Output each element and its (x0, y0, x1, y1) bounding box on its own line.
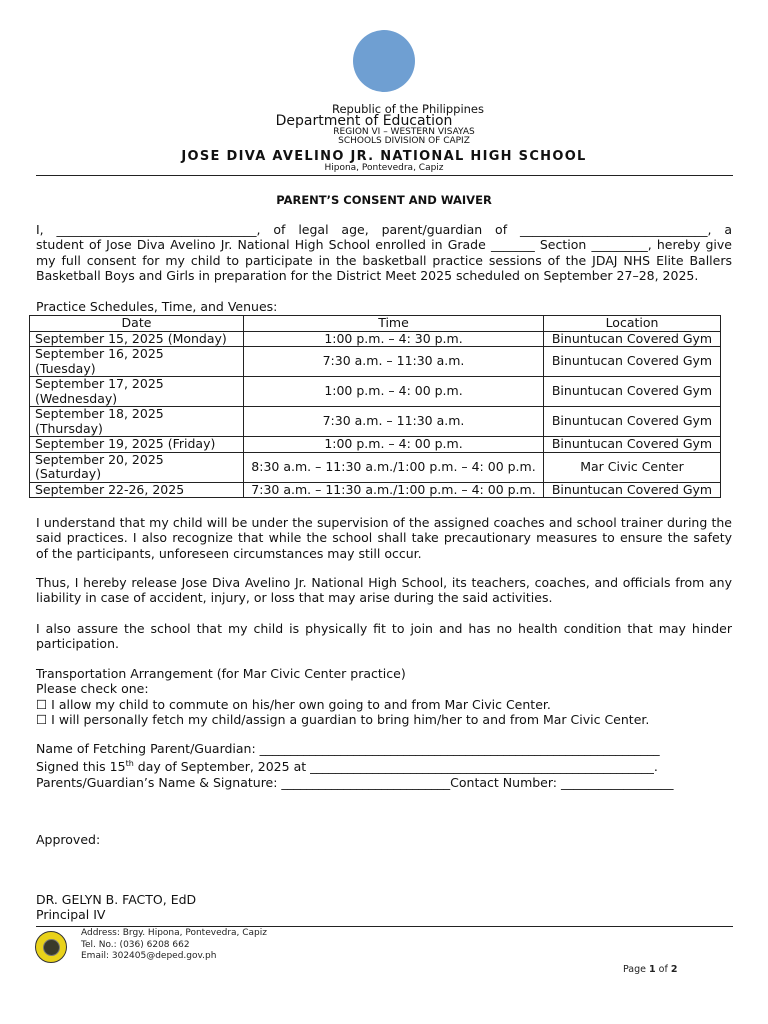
footer-contact (81, 928, 267, 963)
header-region: REGION VI – WESTERN VISAYAS (333, 127, 475, 137)
time-cell: 1:00 p.m. – 4: 00 p.m. (244, 377, 544, 407)
table-row (30, 347, 721, 377)
table-row (30, 407, 721, 437)
time-cell: 7:30 a.m. – 11:30 a.m. (244, 407, 544, 437)
signature-section (36, 741, 732, 790)
parent-signature-field[interactable]: Parents/Guardian’s Name & Signature: ___________________________Contact Number: __________________ (36, 774, 674, 790)
table-row (30, 452, 721, 482)
paragraph-line: liability in case of accident, injury, or loss that may arise during the said activities. (36, 590, 553, 606)
intro-paragraph (36, 222, 732, 283)
intro-line: student of Jose Diva Avelino Jr. National High School enrolled in Grade _______ Section _________, hereby give (36, 237, 732, 253)
location-cell: Binuntucan Covered Gym (544, 407, 721, 437)
weekday-text: (Wednesday) (35, 390, 118, 406)
date-cell (30, 437, 244, 453)
date-text: September 16, 2025 (35, 346, 164, 361)
header-division: SCHOOLS DIVISION OF CAPIZ (338, 136, 470, 146)
page-word: Page (623, 964, 650, 975)
page-number (623, 964, 677, 975)
footer-telephone: Tel. No.: (036) 6208 662 (81, 939, 190, 950)
weekday-text: (Tuesday) (35, 360, 96, 376)
column-header-time: Time (244, 316, 544, 332)
location-cell: Binuntucan Covered Gym (544, 331, 721, 347)
date-cell (30, 407, 244, 437)
intro-line: Basketball Boys and Girls in preparation for the District Meet 2025 scheduled on September 27–28, 2025. (36, 267, 699, 283)
paragraph-line: Thus, I hereby release Jose Diva Avelino Jr. National High School, its teachers, coaches, and officials from any (36, 575, 732, 590)
transportation-section (36, 666, 732, 727)
paragraph-line: of the participants, unforeseen circumstances may still occur. (36, 545, 422, 561)
principal-name: DR. GELYN B. FACTO, EdD (36, 892, 197, 907)
fetch-checkbox-option[interactable]: ☐ I will personally fetch my child/assign a guardian to bring him/her to and from Mar Civic Center. (36, 711, 650, 727)
principal-block (36, 892, 196, 923)
fetching-guardian-field[interactable]: Name of Fetching Parent/Guardian: ________________________________________________________________ (36, 741, 660, 756)
time-cell: 7:30 a.m. – 11:30 a.m. (244, 347, 544, 377)
header-address: Hipona, Pontevedra, Capiz (324, 163, 444, 173)
weekday-text: (Saturday) (35, 466, 102, 481)
table-row (30, 482, 721, 498)
page-of: of (655, 964, 671, 975)
ordinal-suffix: th (125, 759, 134, 769)
location-cell: Binuntucan Covered Gym (544, 377, 721, 407)
transport-heading: Transportation Arrangement (for Mar Civic Center practice) (36, 666, 406, 681)
date-text: September 17, 2025 (35, 376, 164, 391)
date-text: September 15, 2025 (Monday) (35, 330, 227, 346)
signed-place-text: day of September, 2025 at _______________________________________________________. (133, 759, 658, 775)
header-department: Department of Education (275, 113, 453, 129)
total-pages: 2 (670, 964, 678, 975)
date-text: September 19, 2025 (Friday) (35, 436, 216, 451)
location-cell: Binuntucan Covered Gym (544, 437, 721, 453)
schedule-heading (36, 299, 732, 314)
principal-title: Principal IV (36, 907, 106, 923)
header-divider (36, 175, 733, 176)
schedule-table (29, 315, 721, 498)
document-title: PARENT’S CONSENT AND WAIVER (276, 193, 492, 207)
paragraph-line: I understand that my child will be under the supervision of the assigned coaches and school trainer during the (36, 515, 732, 530)
schedule-heading-text: Practice Schedules, Time, and Venues: (36, 299, 278, 314)
release-paragraph (36, 575, 732, 606)
location-cell: Binuntucan Covered Gym (544, 347, 721, 377)
supervision-paragraph (36, 515, 732, 561)
time-cell: 8:30 a.m. – 11:30 a.m./1:00 p.m. – 4: 00 p.m. (244, 452, 544, 482)
signed-text: Signed this 15 (36, 759, 126, 775)
header-republic: Republic of the Philippines (331, 102, 485, 116)
signed-date-field[interactable] (36, 756, 732, 774)
location-cell: Binuntucan Covered Gym (544, 482, 721, 498)
commute-checkbox-option[interactable]: ☐ I allow my child to commute on his/her own going to and from Mar Civic Center. (36, 696, 551, 712)
date-cell (30, 347, 244, 377)
date-text: September 20, 2025 (35, 451, 164, 467)
date-cell (30, 482, 244, 498)
schedule-header-row (30, 316, 721, 332)
date-cell (30, 452, 244, 482)
intro-line: I, ________________________________, of legal age, parent/guardian of ______________________________, a (36, 222, 732, 237)
date-cell (30, 377, 244, 407)
fitness-paragraph (36, 621, 732, 652)
time-cell: 1:00 p.m. – 4: 30 p.m. (244, 331, 544, 347)
table-row (30, 377, 721, 407)
date-text: September 22-26, 2025 (35, 481, 185, 497)
current-page: 1 (649, 964, 656, 975)
paragraph-line: I also assure the school that my child is physically fit to join and has no health condition that may hinder (36, 621, 732, 636)
date-cell (30, 331, 244, 347)
intro-line: my full consent for my child to participate in the basketball practice sessions of the JDAJ NHS Elite Ballers (36, 252, 732, 268)
header-school-name: JOSE DIVA AVELINO JR. NATIONAL HIGH SCHOOL (181, 149, 587, 164)
footer-address: Address: Brgy. Hipona, Pontevedra, Capiz (81, 928, 267, 938)
table-row (30, 331, 721, 347)
location-cell: Mar Civic Center (544, 452, 721, 482)
column-header-date: Date (30, 316, 244, 332)
footer-divider (36, 926, 733, 927)
date-text: September 18, 2025 (35, 406, 164, 421)
column-header-location: Location (544, 316, 721, 332)
transport-instruction: Please check one: (36, 681, 149, 697)
table-row (30, 437, 721, 453)
footer-email[interactable]: Email: 302405@deped.gov.ph (81, 951, 217, 962)
deped-seal-icon (353, 30, 415, 92)
approved-label: Approved: (36, 832, 101, 847)
paragraph-line: participation. (36, 636, 119, 652)
time-cell: 1:00 p.m. – 4: 00 p.m. (244, 437, 544, 453)
weekday-text: (Thursday) (35, 420, 103, 436)
school-logo-icon (35, 931, 67, 963)
time-cell: 7:30 a.m. – 11:30 a.m./1:00 p.m. – 4: 00 p.m. (244, 482, 544, 498)
paragraph-line: said practices. I also recognize that while the school shall take precautionary measures to ensure the safety (36, 530, 732, 546)
